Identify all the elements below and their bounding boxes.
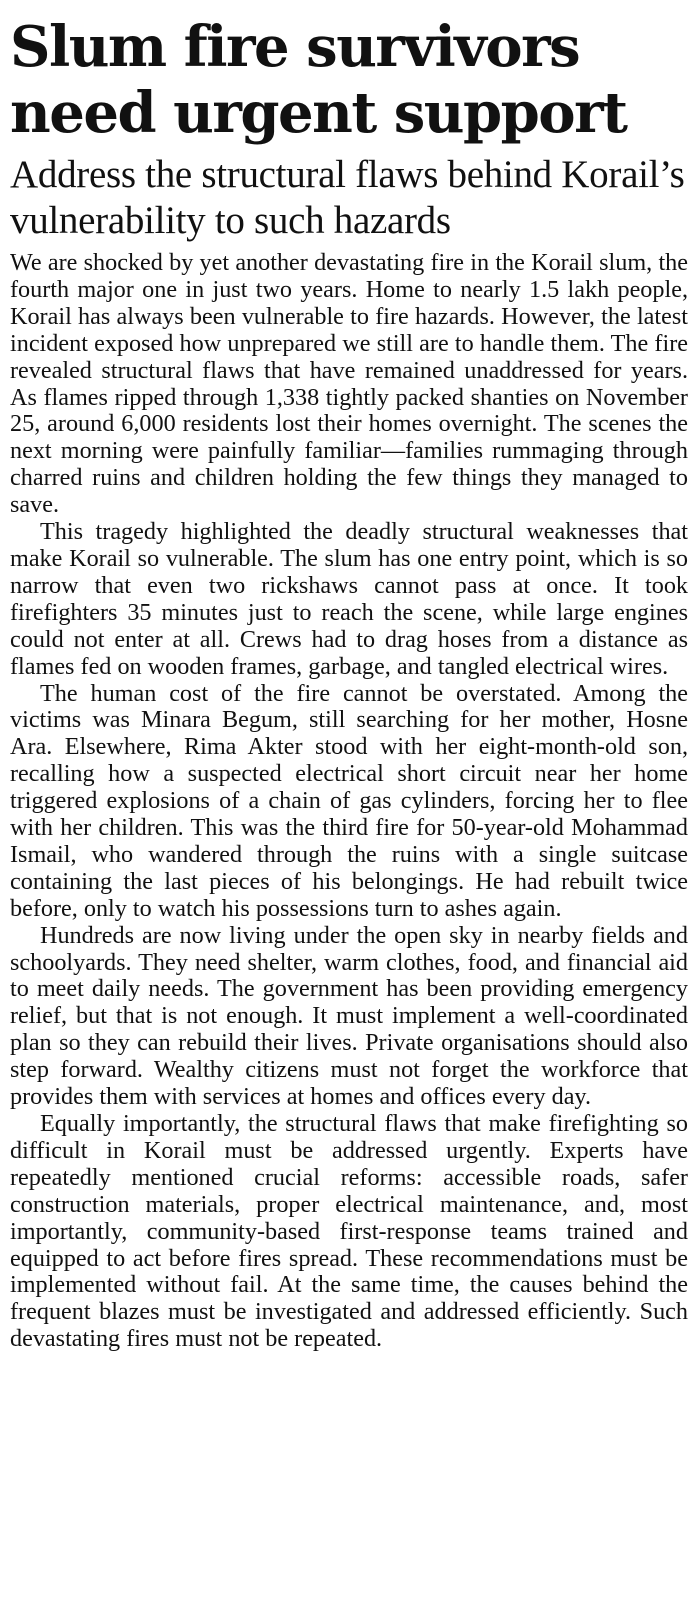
body-paragraph: We are shocked by yet another devastating fire in the Korail slum, the fourth major one in just two years. Home to nearly 1.5 lakh people, Korail has always been vulnerable to fire hazards. However, the latest incident exposed how unprepared we still are to handle them. The fire revealed structural flaws that have remained unaddressed for years. As flames ripped through 1,338 tightly packed shanties on November 25, around 6,000 residents lost their homes overnight. The scenes the next morning were painfully familiar—families rummaging through charred ruins and children holding the few things they managed to save. [10, 249, 688, 519]
body-paragraph: This tragedy highlighted the deadly structural weaknesses that make Korail so vulnerable. The slum has one entry point, which is so narrow that even two rickshaws cannot pass at once. It took firefighters 35 minutes just to reach the scene, while large engines could not enter at all. Crews had to drag hoses from a distance as flames fed on wooden frames, garbage, and tangled electrical wires. [10, 518, 688, 680]
subheadline: Address the structural flaws behind Korail’s vulnerability to such hazards [10, 153, 685, 242]
body-paragraph: Equally importantly, the structural flaws that make firefighting so difficult in Korail must be addressed urgently. Experts have repeatedly mentioned crucial reforms: accessible roads, safer construction materials, proper electrical maintenance, and, most importantly, community-based first-response teams trained and equipped to act before fires spread. These recommendations must be implemented without fail. At the same time, the causes behind the frequent blazes must be investigated and addressed efficiently. Such devastating fires must not be repeated. [10, 1110, 688, 1353]
body-paragraph: Hundreds are now living under the open sky in nearby fields and schoolyards. They need shelter, warm clothes, food, and financial aid to meet daily needs. The government has been providing emergency relief, but that is not enough. It must implement a well-coordinated plan so they can rebuild their lives. Private organisations should also step forward. Wealthy citizens must not forget the workforce that provides them with services at homes and offices every day. [10, 921, 688, 1111]
article-body [10, 250, 688, 1353]
headline: Slum fire survivors need urgent support [10, 14, 627, 146]
body-paragraph: The human cost of the fire cannot be overstated. Among the victims was Minara Begum, still searching for her mother, Hosne Ara. Elsewhere, Rima Akter stood with her eight-month-old son, recalling how a suspected electrical short circuit near her home triggered explosions of a chain of gas cylinders, forcing her to flee with her children. This was the third fire for 50-year-old Mohammad Ismail, who wandered through the ruins with a single suitcase containing the last pieces of his belongings. He had rebuilt twice before, only to watch his possessions turn to ashes again. [10, 679, 688, 922]
